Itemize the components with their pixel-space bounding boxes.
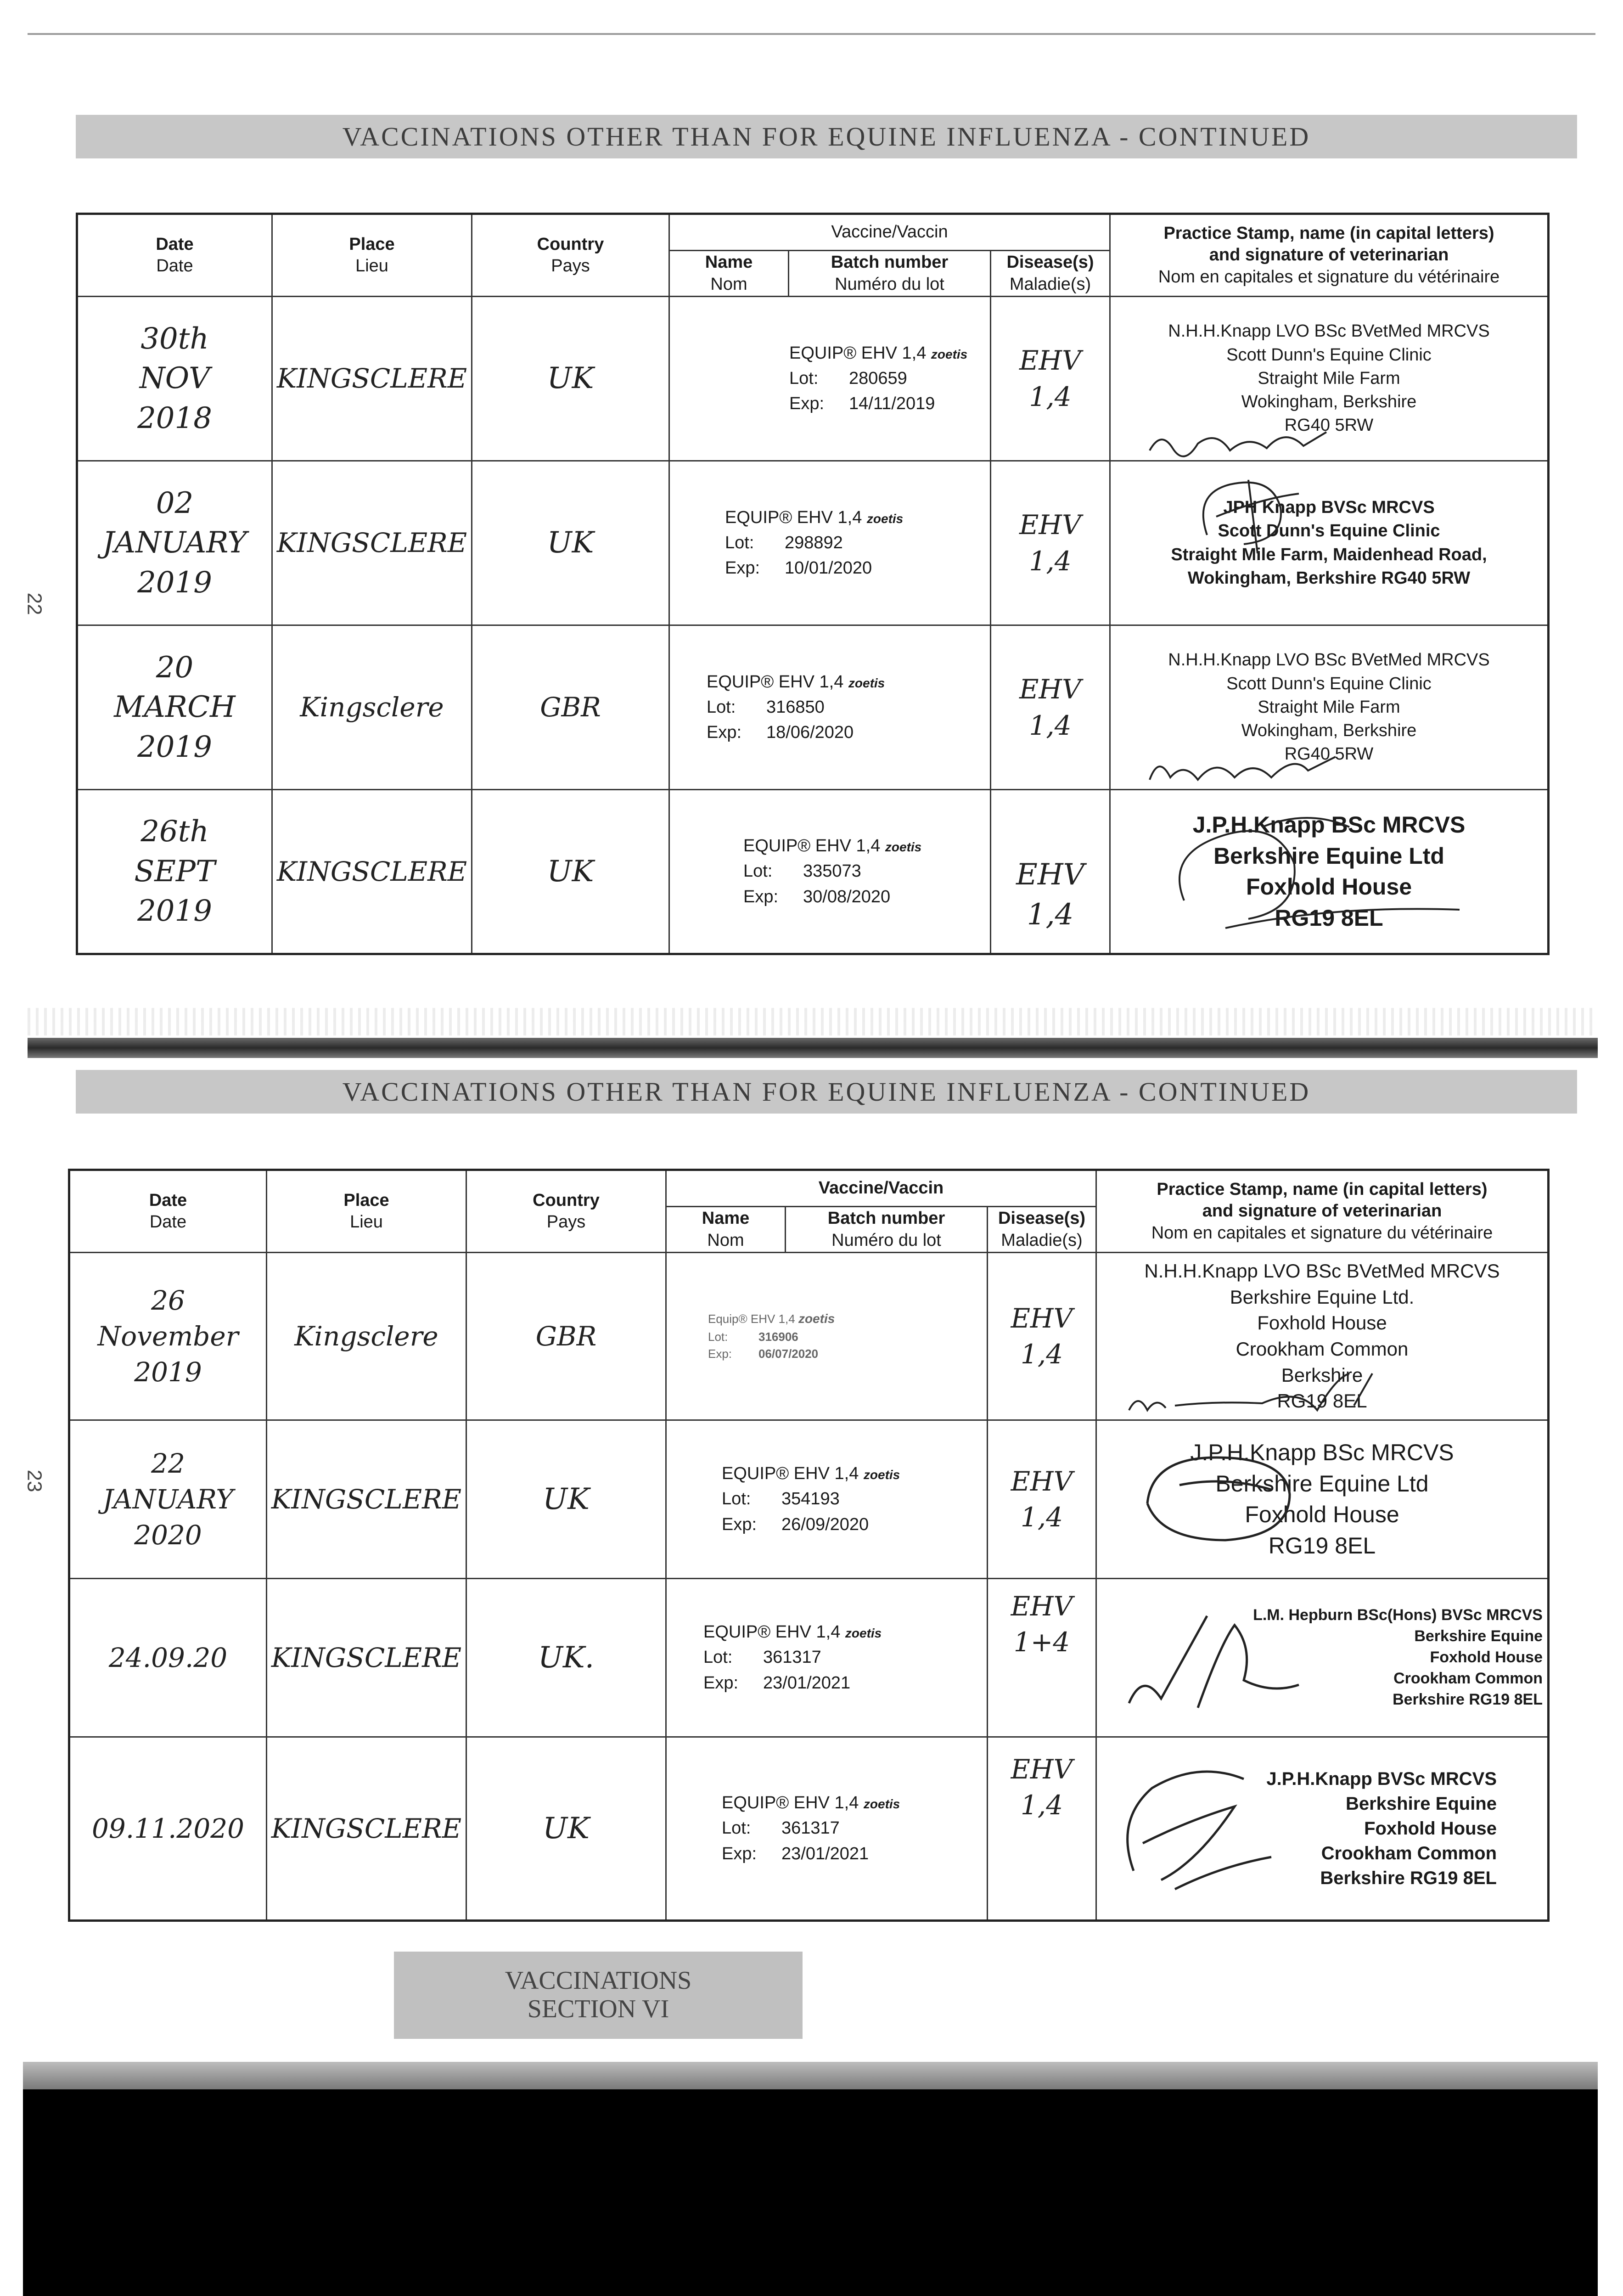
header-name: Name Nom [669,251,789,297]
country-cell: UK [472,297,669,461]
disease-cell: EHV 1,4 [991,297,1110,461]
signature [1157,799,1478,937]
signature [1124,1369,1382,1419]
country-cell: UK [466,1420,666,1579]
section-banner-page-22 [76,115,1577,158]
signature [1189,466,1308,558]
header-stamp: Practice Stamp, name (in capital letters) and signature of veterinarian Nom en capitales et signature du vétérinaire [1110,214,1549,297]
vaccine-cell: EQUIP® EHV 1,4 zoetis Lot: 335073 Exp: 30/08/2020 [669,790,991,954]
date-cell: 02 JANUARY 2019 [77,461,272,625]
header-country: Country Pays [472,214,669,297]
banner-title: VACCINATIONS OTHER THAN FOR EQUINE INFLUENZA - CONTINUED [342,122,1311,152]
vaccine-cell: EQUIP® EHV 1,4 zoetis Lot: 361317 Exp: 23/01/2021 [666,1579,988,1737]
banner-title: VACCINATIONS OTHER THAN FOR EQUINE INFLUENZA - CONTINUED [342,1077,1311,1107]
vaccination-table-page-23 [68,1169,1550,1922]
vet-stamp-cell: J.P.H.Knapp BVSc MRCVS Berkshire Equine Foxhold House Crookham Common Berkshire RG19 8EL [1096,1737,1549,1921]
disease-cell: EHV 1,4 [991,790,1110,954]
scan-speckle [28,1008,1598,1035]
country-cell: UK [472,790,669,954]
place-cell: Kingsclere [272,625,472,790]
date-cell: 30th NOV 2018 [77,297,272,461]
header-disease: Disease(s) Maladie(s) [988,1207,1096,1253]
table-row [69,1420,1549,1579]
disease-cell: EHV 1,4 [988,1737,1096,1921]
vaccination-table-page-22 [76,213,1550,955]
country-cell: UK [472,461,669,625]
header-date: Date Date [69,1170,267,1253]
signature [1147,425,1331,457]
disease-cell: EHV 1+4 [988,1579,1096,1737]
date-cell: 24.09.20 [69,1579,267,1737]
signature [1106,1751,1280,1898]
header-name: Name Nom [666,1207,786,1253]
place-cell: KINGSCLERE [272,461,472,625]
vaccine-cell: EQUIP® EHV 1,4 zoetis Lot: 354193 Exp: 26/09/2020 [666,1420,988,1579]
footer-line-1: VACCINATIONS [505,1966,692,1995]
country-cell: UK. [466,1579,666,1737]
header-stamp: Practice Stamp, name (in capital letters) and signature of veterinarian Nom en capitales et signature du vétérinaire [1096,1170,1549,1253]
place-cell: KINGSCLERE [267,1737,466,1921]
header-vaccine: Vaccine/Vaccin [666,1170,1096,1207]
date-cell: 20 MARCH 2019 [77,625,272,790]
vet-stamp-cell: N.H.H.Knapp LVO BSc BVetMed MRCVS Scott Dunn's Equine Clinic Straight Mile Farm Wokingham, Berkshire RG40 5RW [1110,625,1549,790]
disease-cell: EHV 1,4 [988,1253,1096,1420]
bottom-binding-band [23,2062,1598,2089]
page-number-22: 22 [23,592,46,615]
vet-stamp-cell: L.M. Hepburn BSc(Hons) BVSc MRCVS Berkshire Equine Foxhold House Crookham Common Berkshire RG19 8EL [1096,1579,1549,1737]
footer-section-tab [394,1952,803,2039]
vet-stamp-cell: N.H.H.Knapp LVO BSc BVetMed MRCVS Berkshire Equine Ltd. Foxhold House Crookham Common Berkshire RG19 8EL [1096,1253,1549,1420]
vet-stamp-cell: N.H.H.Knapp LVO BSc BVetMed MRCVS Scott Dunn's Equine Clinic Straight Mile Farm Wokingham, Berkshire RG40 5RW [1110,297,1549,461]
vaccine-cell: Equip® EHV 1,4 zoetis Lot: 316906 Exp: 06/07/2020 [666,1253,988,1420]
table-row [69,1579,1549,1737]
header-batch: Batch number Numéro du lot [786,1207,988,1253]
date-cell: 09.11.2020 [69,1737,267,1921]
country-cell: GBR [466,1253,666,1420]
header-country: Country Pays [466,1170,666,1253]
scan-black-edge [23,2089,1598,2296]
vet-stamp-cell: J.P.H.Knapp BSc MRCVS Berkshire Equine Ltd Foxhold House RG19 8EL [1110,790,1549,954]
table-row [69,1737,1549,1921]
section-banner-page-23 [76,1070,1577,1114]
date-cell: 26th SEPT 2019 [77,790,272,954]
table-row [77,790,1549,954]
date-cell: 22 JANUARY 2020 [69,1420,267,1579]
header-date: Date Date [77,214,272,297]
place-cell: KINGSCLERE [272,790,472,954]
disease-cell: EHV 1,4 [991,625,1110,790]
vaccine-cell: EQUIP® EHV 1,4 zoetis Lot: 316850 Exp: 18/06/2020 [669,625,991,790]
place-cell: Kingsclere [267,1253,466,1420]
footer-line-2: SECTION VI [527,1995,669,2023]
header-batch: Batch number Numéro du lot [789,251,991,297]
vaccine-cell: EQUIP® EHV 1,4 zoetis Lot: 298892 Exp: 10/01/2020 [669,461,991,625]
header-place: Place Lieu [267,1170,466,1253]
header-disease: Disease(s) Maladie(s) [991,251,1110,297]
signature [1134,1439,1326,1559]
vet-stamp-cell: J.P.H.Knapp BSc MRCVS Berkshire Equine Ltd Foxhold House RG19 8EL [1096,1420,1549,1579]
signature [1147,752,1340,789]
disease-cell: EHV 1,4 [991,461,1110,625]
page-number-23: 23 [23,1469,46,1492]
place-cell: KINGSCLERE [272,297,472,461]
table-row [77,625,1549,790]
place-cell: KINGSCLERE [267,1420,466,1579]
place-cell: KINGSCLERE [267,1579,466,1737]
vet-stamp-cell: JPH Knapp BVSc MRCVS Scott Dunn's Equine Clinic Straight Mile Farm, Maidenhead Road, Wokingham, Berkshire RG40 5RW [1110,461,1549,625]
date-cell: 26 November 2019 [69,1253,267,1420]
signature [1115,1588,1308,1726]
disease-cell: EHV 1,4 [988,1420,1096,1579]
country-cell: UK [466,1737,666,1921]
table-row [69,1253,1549,1420]
header-vaccine: Vaccine/Vaccin [669,214,1110,251]
table-row [77,461,1549,625]
vaccine-cell: EQUIP® EHV 1,4 zoetis Lot: 280659 Exp: 14/11/2019 [669,297,991,461]
country-cell: GBR [472,625,669,790]
top-rule [28,33,1595,35]
header-place: Place Lieu [272,214,472,297]
binding-band [28,1038,1598,1058]
vaccine-cell: EQUIP® EHV 1,4 zoetis Lot: 361317 Exp: 23/01/2021 [666,1737,988,1921]
table-row [77,297,1549,461]
